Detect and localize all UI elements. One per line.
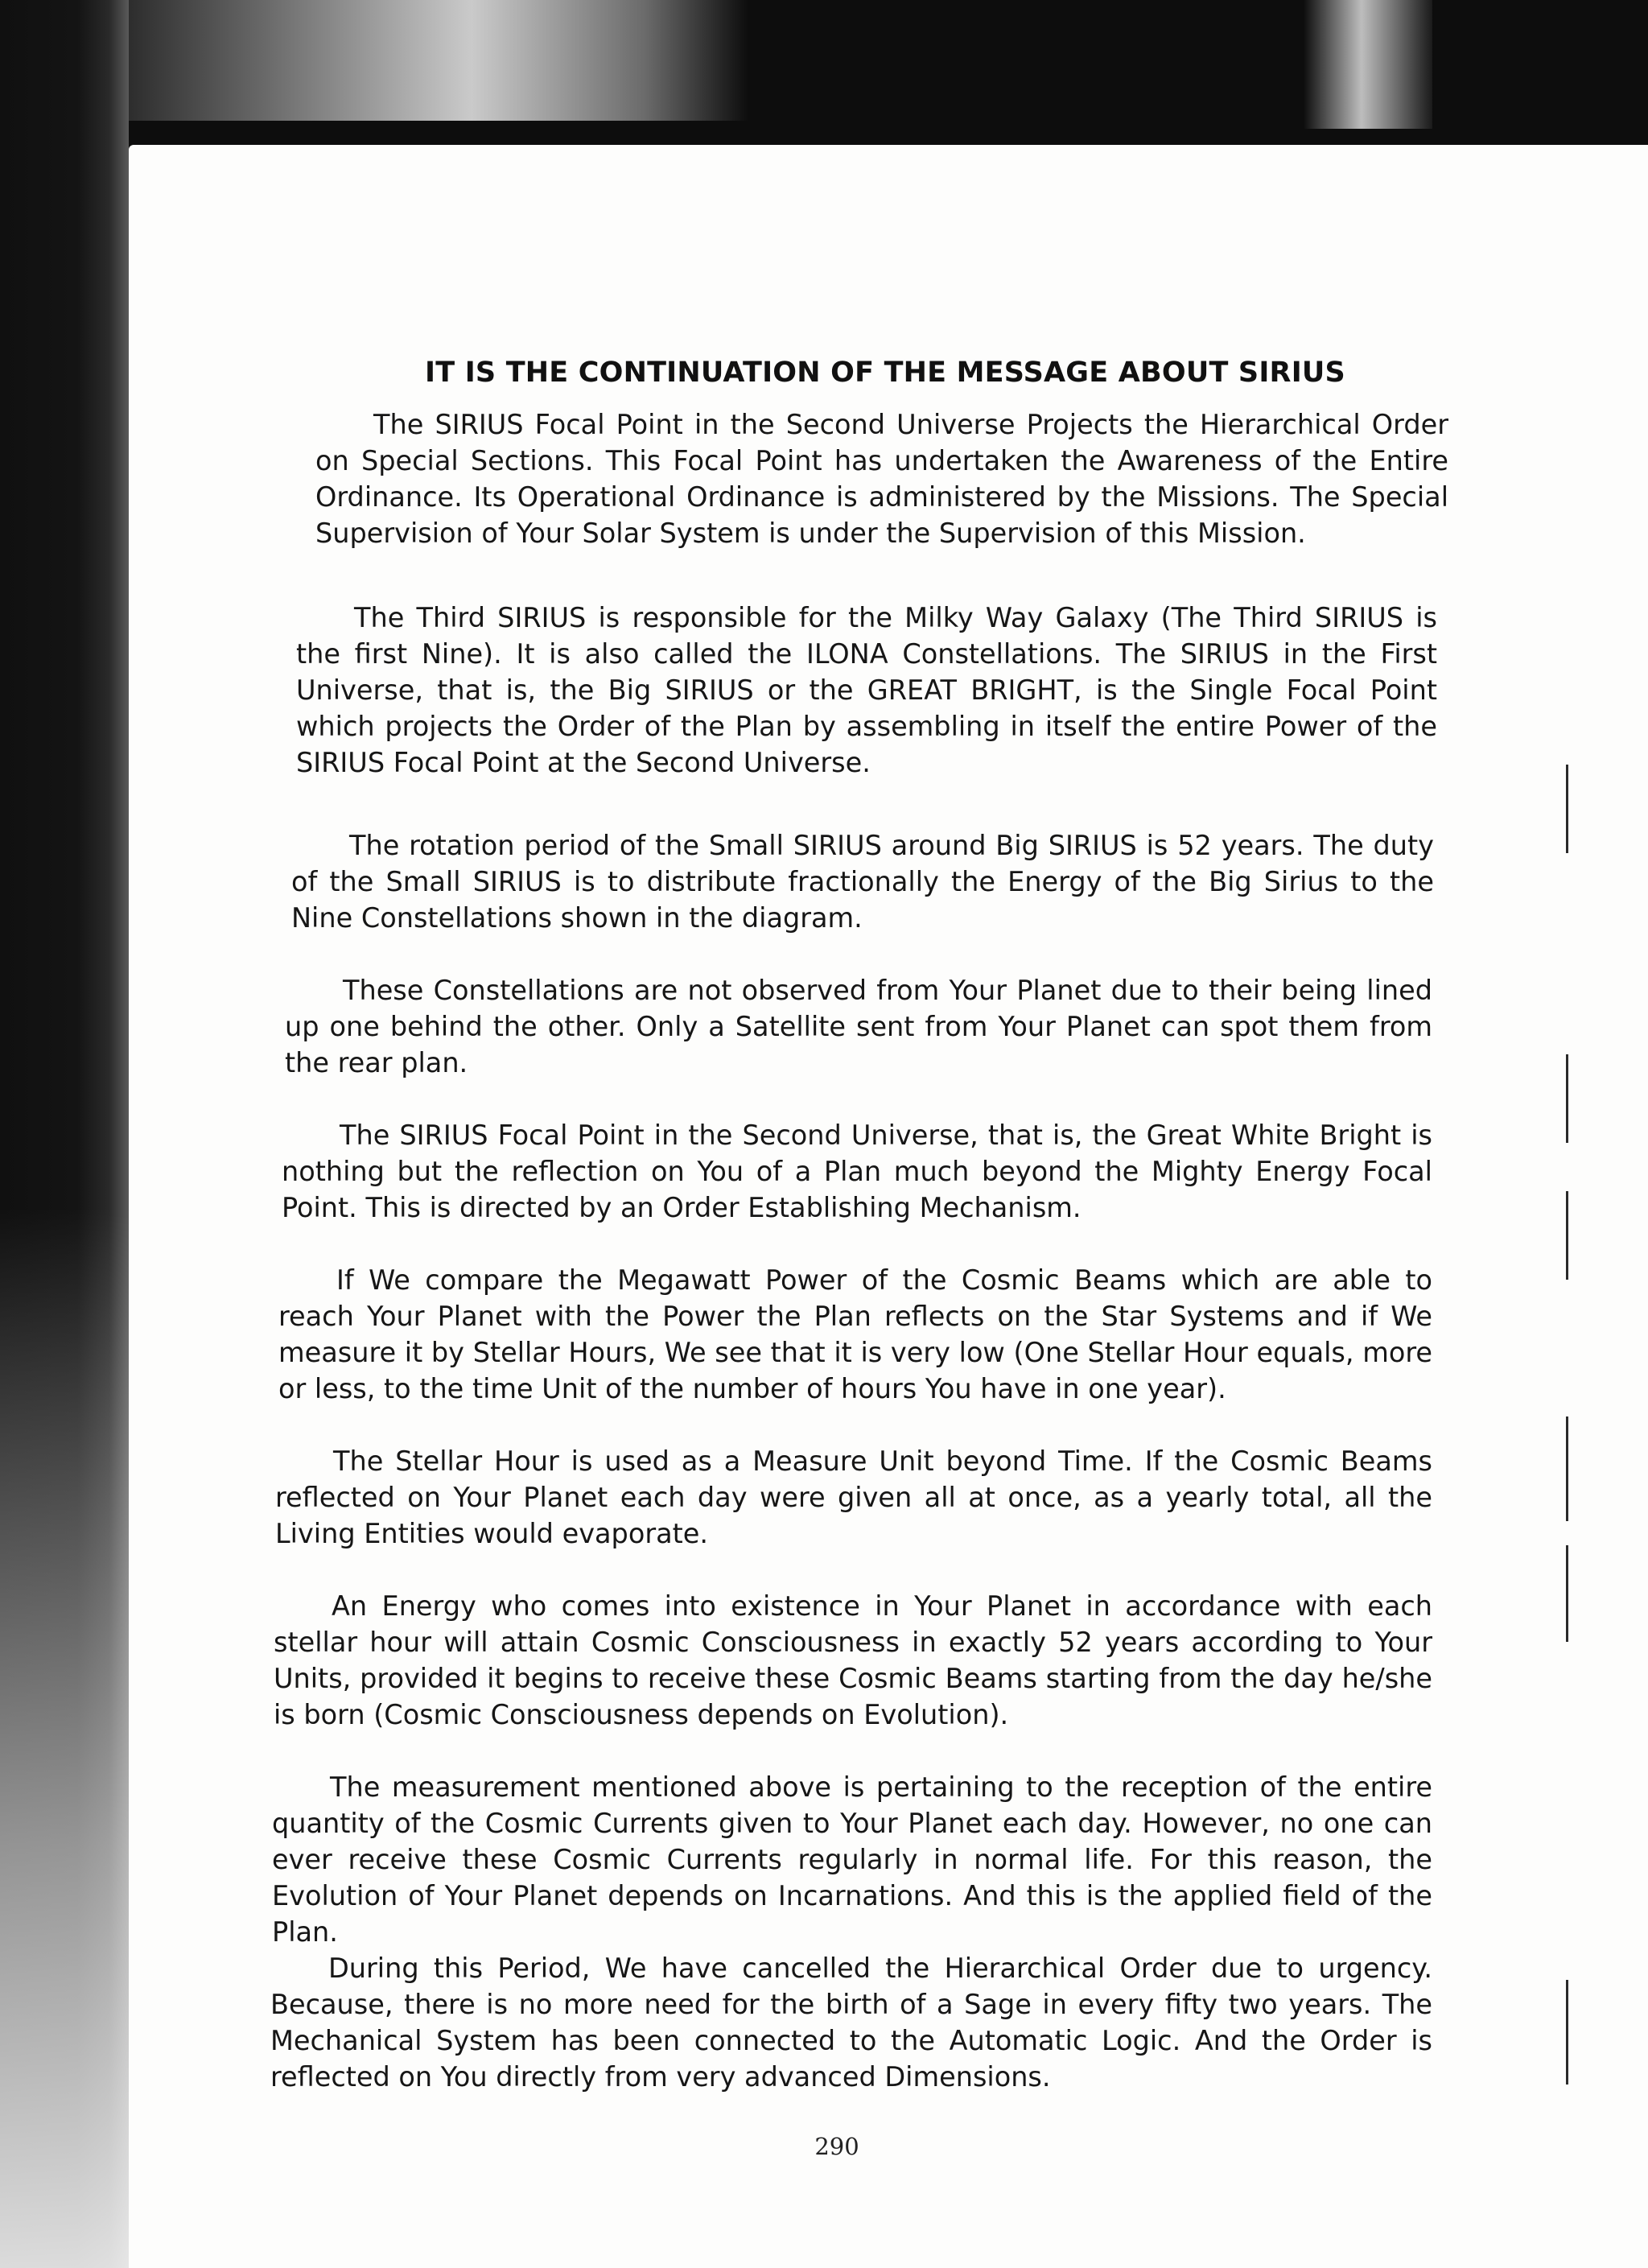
page-edge-mark xyxy=(1566,765,1568,853)
page-edge-mark xyxy=(1566,1980,1568,2084)
page-edge-mark xyxy=(1566,1191,1568,1280)
paragraph: These Constellations are not observed from Your Planet due to their being lined up one behind the other. Only a Satellite sent from Your Planet can spot them from the rear plan. xyxy=(285,975,1432,1078)
page-number: 290 xyxy=(814,2133,859,2160)
page-edge-mark xyxy=(1566,1545,1568,1642)
paragraph: The SIRIUS Focal Point in the Second Universe, that is, the Great White Bright is nothing but the reflection on You of a Plan much beyond the Mighty Energy Focal Point. This is directed by an Order Establishing Mechanism. xyxy=(282,1120,1432,1223)
paragraph: The rotation period of the Small SIRIUS around Big SIRIUS is 52 years. The duty of the Small SIRIUS is to distribute fractionally the Energy of the Big Sirius to the Nine Constellations shown in the diagram. xyxy=(291,830,1434,934)
paragraph: The Stellar Hour is used as a Measure Unit beyond Time. If the Cosmic Beams reflected on Your Planet each day were given all at once, as a yearly total, all the Living Entities would evaporate. xyxy=(275,1445,1432,1549)
page-edge-mark xyxy=(1566,1416,1568,1521)
scanner-background-fade xyxy=(0,1207,129,2268)
paragraph: An Energy who comes into existence in Your Planet in accordance with each stellar hour will attain Cosmic Consciousness in exactly 52 years according to Your Units, provided it begins to receive these Cosmic Beams starting from the day he/she is born (Cosmic Consciousness depends on Evolution). xyxy=(274,1590,1432,1730)
paragraph: If We compare the Megawatt Power of the Cosmic Beams which are able to reach Your Planet with the Power the Plan reflects on the Star Systems and if We measure it by Stellar Hours, We see that it is very low (One Stellar Hour equals, more or less, to the time Unit of the number of hours You have in one year). xyxy=(278,1264,1432,1404)
paragraph: The measurement mentioned above is pertaining to the reception of the entire quantity of the Cosmic Currents given to Your Planet each day. However, no one can ever receive these Cosmic Currents regularly in normal life. For this reason, the Evolution of Your Planet depends on Incarnations. And this is the applied field of the Plan. xyxy=(272,1771,1432,1948)
page-edge-mark xyxy=(1566,1054,1568,1143)
paragraph: During this Period, We have cancelled the Hierarchical Order due to urgency. Because, there is no more need for the birth of a Sage in every fifty two years. The Mechanical System has been connected to the Automatic Logic. And the Order is reflected on You directly from very advanced Dimensions. xyxy=(270,1953,1432,2093)
scanner-glare-right xyxy=(1304,0,1432,129)
paragraph: The Third SIRIUS is responsible for the Milky Way Galaxy (The Third SIRIUS is the first Nine). It is also called the ILONA Constellations. The SIRIUS in the First Universe, that is, the Big SIRIUS or the GREAT BRIGHT, is the Single Focal Point which projects the Order of the Plan by assembling in itself the entire Power of the SIRIUS Focal Point at the Second Universe. xyxy=(296,602,1437,778)
scanner-glare-left xyxy=(56,0,748,121)
paragraph: The SIRIUS Focal Point in the Second Universe Projects the Hierarchical Order on Special Sections. This Focal Point has undertaken the Awareness of the Entire Ordinance. Its Operational Ordinance is administered by the Missions. The Special Supervision of Your Solar System is under the Supervision of this Mission. xyxy=(315,409,1448,549)
page-title: IT IS THE CONTINUATION OF THE MESSAGE ABOUT SIRIUS xyxy=(425,357,1345,390)
